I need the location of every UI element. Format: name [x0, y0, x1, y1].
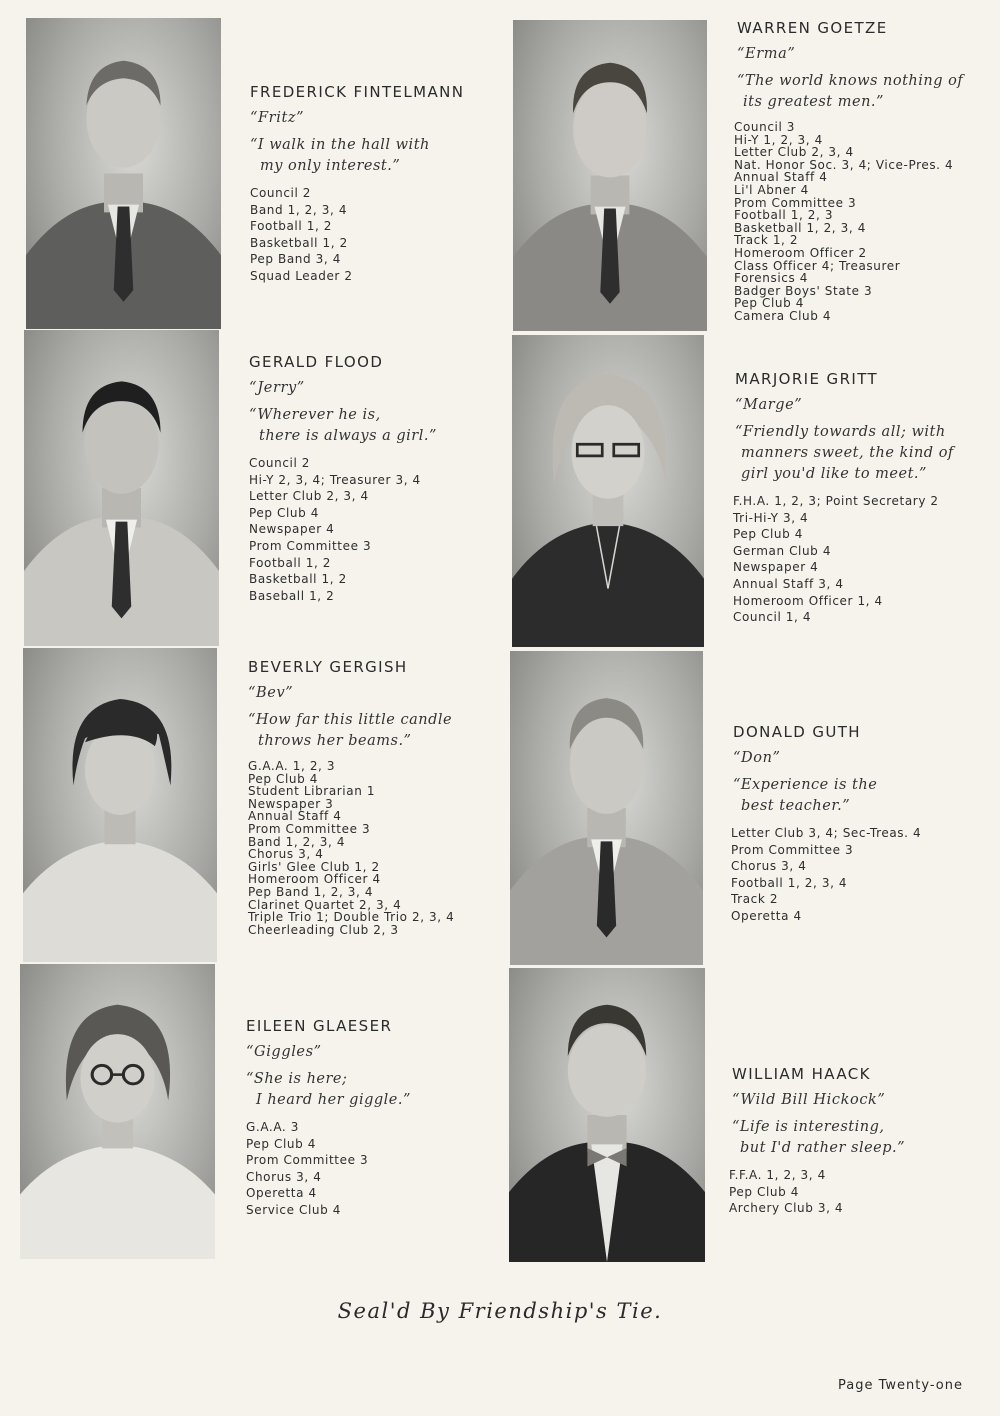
activity-item: G.A.A. 3 — [246, 1120, 299, 1134]
activity-item: Annual Staff 3, 4 — [733, 576, 844, 591]
activity-item: Football 1, 2, 3, 4 — [731, 875, 848, 890]
student-nickname: “Wild Bill Hickock” — [732, 1092, 886, 1108]
activity-item: Pep Club 4 — [734, 296, 805, 311]
student-nickname: “Marge” — [735, 397, 803, 413]
activities-list — [246, 1119, 411, 1219]
student-quote: “Friendly towards all; with manners sweet, the kind of girl you'd like to meet.” — [735, 424, 954, 482]
activity-item: Pep Band 3, 4 — [250, 252, 341, 267]
activity-item: Pep Club 4 — [729, 1184, 800, 1199]
student-name: MARJORIE GRITT — [735, 370, 879, 388]
activities-list — [734, 121, 963, 323]
activity-item: Newspaper 4 — [249, 522, 335, 537]
activity-item: Newspaper 3 — [248, 796, 334, 811]
student-name: FREDERICK FINTELMANN — [250, 83, 465, 101]
student-nickname: “Bev” — [248, 685, 294, 701]
student-entry-gergish — [248, 658, 454, 936]
activity-item: Annual Staff 4 — [248, 809, 342, 824]
portrait-photo-guth — [510, 651, 703, 965]
activity-item: Clarinet Quartet 2, 3, 4 — [248, 897, 402, 912]
activity-item: Prom Committee 3 — [248, 821, 371, 836]
activity-item: Badger Boys' State 3 — [734, 283, 873, 298]
activity-item: Pep Club 4 — [733, 527, 804, 542]
student-quote: “Life is interesting, but I'd rather sleep.” — [732, 1119, 906, 1156]
activity-item: Football 1, 2 — [249, 555, 332, 570]
activity-item: F.F.A. 1, 2, 3, 4 — [729, 1168, 826, 1182]
activity-item: Football 1, 2 — [250, 219, 333, 234]
portrait-photo-gergish — [23, 648, 217, 962]
activity-item: Letter Club 2, 3, 4 — [734, 145, 854, 160]
student-name: GERALD FLOOD — [249, 353, 384, 371]
activity-item: Track 2 — [731, 892, 779, 907]
student-nickname: “Giggles” — [246, 1044, 322, 1060]
activity-item: Pep Club 4 — [249, 505, 320, 520]
activities-list — [248, 760, 454, 936]
activities-list — [249, 455, 437, 604]
activity-item: Basketball 1, 2 — [250, 235, 348, 250]
student-quote: “Experience is the best teacher.” — [733, 777, 878, 814]
activity-item: Council 1, 4 — [733, 610, 812, 625]
student-quote: “The world knows nothing of its greatest men.” — [737, 73, 964, 110]
student-nickname: “Fritz” — [250, 110, 305, 126]
activity-item: Council 2 — [249, 456, 311, 470]
student-quote: “She is here; I heard her giggle.” — [246, 1071, 411, 1108]
activity-item: Prom Committee 3 — [249, 538, 372, 553]
activity-item: Operetta 4 — [246, 1186, 317, 1201]
portrait-photo-gritt — [512, 335, 704, 647]
activity-item: Service Club 4 — [246, 1202, 341, 1217]
student-entry-haack — [729, 1065, 906, 1217]
activity-item: Pep Club 4 — [248, 771, 319, 786]
activity-item: Girls' Glee Club 1, 2 — [248, 859, 380, 874]
activity-item: Council 2 — [250, 186, 312, 200]
portrait-photo-glaeser — [20, 964, 215, 1259]
activity-item: Archery Club 3, 4 — [729, 1201, 844, 1216]
student-entry-guth — [733, 723, 921, 925]
activity-item: Baseball 1, 2 — [249, 588, 335, 603]
activity-item: Track 1, 2 — [734, 233, 799, 248]
activity-item: Chorus 3, 4 — [246, 1169, 322, 1184]
student-quote: “How far this little candle throws her beams.” — [248, 712, 453, 749]
activity-item: G.A.A. 1, 2, 3 — [248, 759, 336, 773]
activity-item: Pep Band 1, 2, 3, 4 — [248, 884, 374, 899]
page-motto: Seal'd By Friendship's Tie. — [337, 1299, 663, 1323]
activity-item: Letter Club 2, 3, 4 — [249, 489, 369, 504]
activity-item: Prom Committee 3 — [246, 1153, 369, 1168]
student-quote: “Wherever he is, there is always a girl.” — [249, 407, 437, 444]
activity-item: F.H.A. 1, 2, 3; Point Secretary 2 — [733, 494, 939, 508]
student-entry-goetze — [734, 19, 964, 323]
activity-item: Hi-Y 2, 3, 4; Treasurer 3, 4 — [249, 472, 421, 487]
activities-list — [731, 825, 921, 925]
activity-item: Pep Club 4 — [246, 1136, 317, 1151]
activities-list — [250, 185, 464, 285]
activity-item: Squad Leader 2 — [250, 268, 353, 283]
activity-item: Hi-Y 1, 2, 3, 4 — [734, 132, 823, 147]
student-nickname: “Jerry” — [249, 380, 305, 396]
activity-item: Nat. Honor Soc. 3, 4; Vice-Pres. 4 — [734, 157, 954, 172]
activity-item: Student Librarian 1 — [248, 784, 376, 799]
student-entry-flood — [249, 353, 437, 604]
activity-item: Camera Club 4 — [734, 308, 832, 323]
activity-item: Letter Club 3, 4; Sec-Treas. 4 — [731, 826, 922, 840]
page-number: Page Twenty-one — [838, 1378, 963, 1393]
activity-item: Prom Committee 3 — [731, 842, 854, 857]
student-entry-glaeser — [246, 1017, 411, 1219]
student-nickname: “Erma” — [737, 46, 796, 62]
activity-item: Annual Staff 4 — [734, 170, 828, 185]
activity-item: Operetta 4 — [731, 908, 802, 923]
activities-list — [729, 1167, 905, 1217]
activity-item: Newspaper 4 — [733, 560, 819, 575]
activity-item: Band 1, 2, 3, 4 — [248, 834, 346, 849]
student-name: WILLIAM HAACK — [732, 1065, 871, 1083]
activity-item: German Club 4 — [733, 543, 832, 558]
activity-item: Homeroom Officer 4 — [248, 872, 381, 887]
activity-item: Li'l Abner 4 — [734, 182, 809, 197]
activity-item: Tri-Hi-Y 3, 4 — [733, 510, 809, 525]
student-entry-gritt — [735, 370, 954, 626]
student-quote: “I walk in the hall with my only interest.” — [250, 137, 430, 174]
portrait-photo-flood — [24, 330, 219, 646]
portrait-photo-goetze — [513, 20, 707, 331]
activity-item: Forensics 4 — [734, 271, 808, 286]
student-nickname: “Don” — [733, 750, 781, 766]
student-name: DONALD GUTH — [733, 723, 861, 741]
student-entry-fintelmann — [250, 83, 464, 285]
activity-item: Homeroom Officer 2 — [734, 245, 867, 260]
student-name: EILEEN GLAESER — [246, 1017, 393, 1035]
activity-item: Council 3 — [734, 120, 796, 134]
activity-item: Prom Committee 3 — [734, 195, 857, 210]
activities-list — [733, 493, 954, 626]
activity-item: Homeroom Officer 1, 4 — [733, 593, 883, 608]
activity-item: Chorus 3, 4 — [731, 859, 807, 874]
activity-item: Basketball 1, 2, 3, 4 — [734, 220, 866, 235]
activity-item: Football 1, 2, 3 — [734, 208, 834, 223]
student-name: WARREN GOETZE — [737, 19, 888, 37]
activity-item: Class Officer 4; Treasurer — [734, 258, 901, 273]
student-name: BEVERLY GERGISH — [248, 658, 408, 676]
activity-item: Basketball 1, 2 — [249, 572, 347, 587]
portrait-photo-haack — [509, 968, 705, 1262]
activity-item: Triple Trio 1; Double Trio 2, 3, 4 — [248, 910, 455, 925]
activity-item: Chorus 3, 4 — [248, 847, 324, 862]
activity-item: Band 1, 2, 3, 4 — [250, 202, 348, 217]
portrait-photo-fintelmann — [26, 18, 221, 329]
activity-item: Cheerleading Club 2, 3 — [248, 922, 399, 937]
